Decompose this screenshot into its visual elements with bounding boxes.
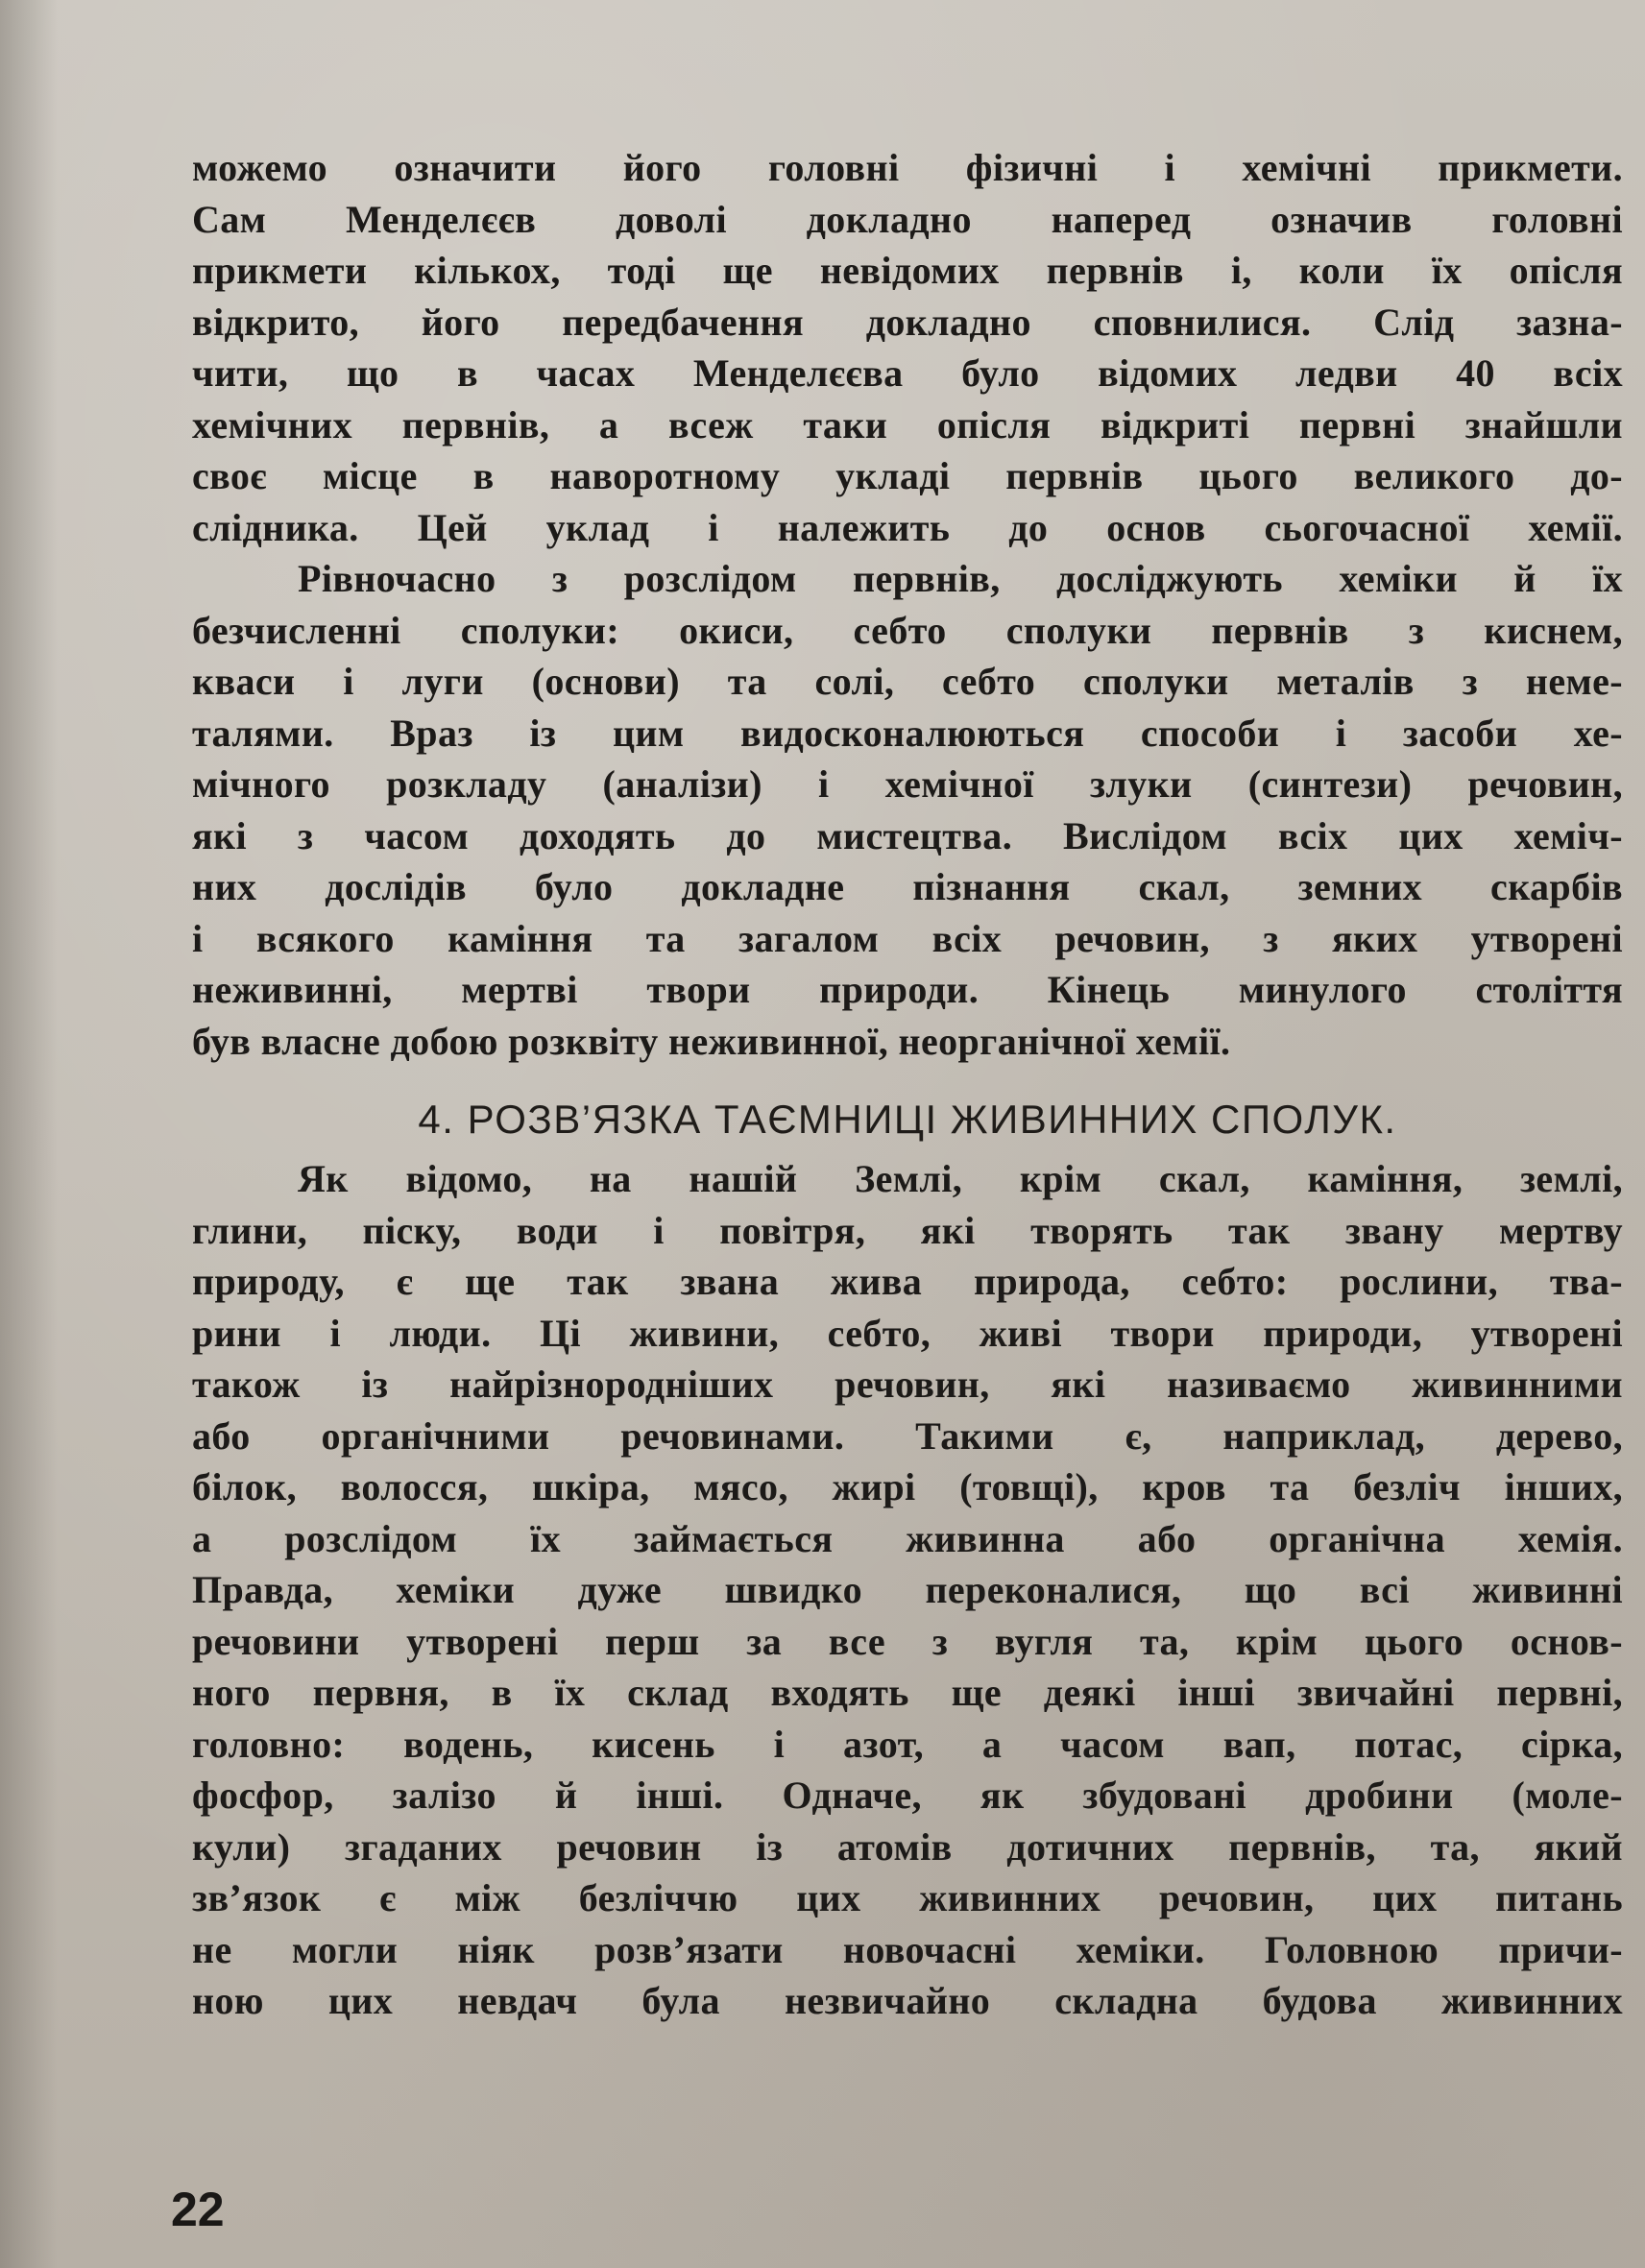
section-heading: 4. РОЗВ’ЯЗКА ТАЄМНИЦІ ЖИВИННИХ СПОЛУК. (418, 1097, 1397, 1142)
text-line: фосфор, залізо й інші. Одначе, як збудовані дробини (моле- (192, 1773, 1623, 1817)
text-line: кули) згаданих речовин із атомів дотичних первнів, та, який (192, 1824, 1623, 1869)
paragraph-3 (192, 1153, 1623, 2027)
paragraph-1 (192, 142, 1623, 553)
text-line: безчисленні сполуки: окиси, себто сполуки первнів з киснем, (192, 608, 1623, 652)
text-line: слідника. Цей уклад і належить до основ сьогочасної хемії. (192, 505, 1623, 549)
text-line: Як відомо, на нашій Землі, крім скал, каміння, землі, (298, 1157, 1623, 1200)
text-line: мічного розкладу (аналізи) і хемічної злуки (синтези) речовин, (192, 762, 1623, 806)
text-line: глини, піску, води і повітря, які творять так звану мертву (192, 1208, 1623, 1252)
text-line: можемо означити його головні фізичні і хемічні прикмети. (192, 146, 1623, 189)
text-line: ною цих невдач була незвичайно складна будова живинних (192, 1979, 1623, 2022)
text-line: був власне добою розквіту неживинної, неорганічної хемії. (192, 1019, 1231, 1063)
text-line: а розслідом їх займається живинна або органічна хемія. (192, 1516, 1623, 1560)
text-line: відкрито, його передбачення докладно сповнилися. Слід зазна- (192, 300, 1623, 344)
text-line: Рівночасно з розслідом первнів, досліджують хеміки й їх (298, 557, 1623, 600)
text-line: чити, що в часах Менделєєва було відомих ледви 40 всіх (192, 351, 1623, 395)
text-line: зв’язок є між безліччю цих живинних речовин, цих питань (192, 1876, 1623, 1919)
text-line: природу, є ще так звана жива природа, себто: рослини, тва- (192, 1260, 1623, 1303)
page-text (192, 142, 1623, 2027)
text-line: білок, волосся, шкіра, мясо, жирі (товщі), кров та безліч інших, (192, 1465, 1623, 1508)
text-line: речовини утворені перш за все з вугля та, крім цього основ- (192, 1619, 1623, 1663)
text-line: хемічних первнів, а всеж таки опісля відкриті первні знайшли (192, 402, 1623, 446)
text-line: талями. Враз із цим видосконалюються способи і засоби хе- (192, 711, 1623, 755)
page-edge-shadow (0, 0, 58, 2268)
text-line: Сам Менделєєв доволі докладно наперед означив головні (192, 197, 1623, 241)
text-line: кваси і луги (основи) та солі, себто сполуки металів з неме- (192, 660, 1623, 703)
text-line: Правда, хеміки дуже швидко переконалися, що всі живинні (192, 1568, 1623, 1611)
text-line: і всякого каміння та загалом всіх речовин, з яких утворені (192, 916, 1623, 960)
text-line: неживинні, мертві твори природи. Кінець минулого століття (192, 968, 1623, 1011)
text-line: які з часом доходять до мистецтва. Вислідом всіх цих хеміч- (192, 813, 1623, 857)
text-line: також із найрізнородніших речовин, які називаємо живинними (192, 1363, 1623, 1406)
text-line: головно: водень, кисень і азот, а часом вап, потас, сірка, (192, 1722, 1623, 1766)
text-line: рини і люди. Ці живини, себто, живі твори природи, утворені (192, 1311, 1623, 1355)
text-line: них дослідів було докладне пізнання скал, земних скарбів (192, 865, 1623, 908)
text-line: своє місце в наворотному укладі первнів цього великого до- (192, 454, 1623, 497)
text-line: прикмети кількох, тоді ще невідомих первнів і, коли їх опісля (192, 249, 1623, 292)
paragraph-2 (192, 553, 1623, 1067)
text-line: або органічними речовинами. Такими є, наприклад, дерево, (192, 1413, 1623, 1458)
text-line: ного первня, в їх склад входять ще деякі інші звичайні первні, (192, 1671, 1623, 1714)
page-number: 22 (171, 2183, 225, 2236)
text-line: не могли ніяк розв’язати новочасні хеміки. Головною причи- (192, 1927, 1623, 1971)
